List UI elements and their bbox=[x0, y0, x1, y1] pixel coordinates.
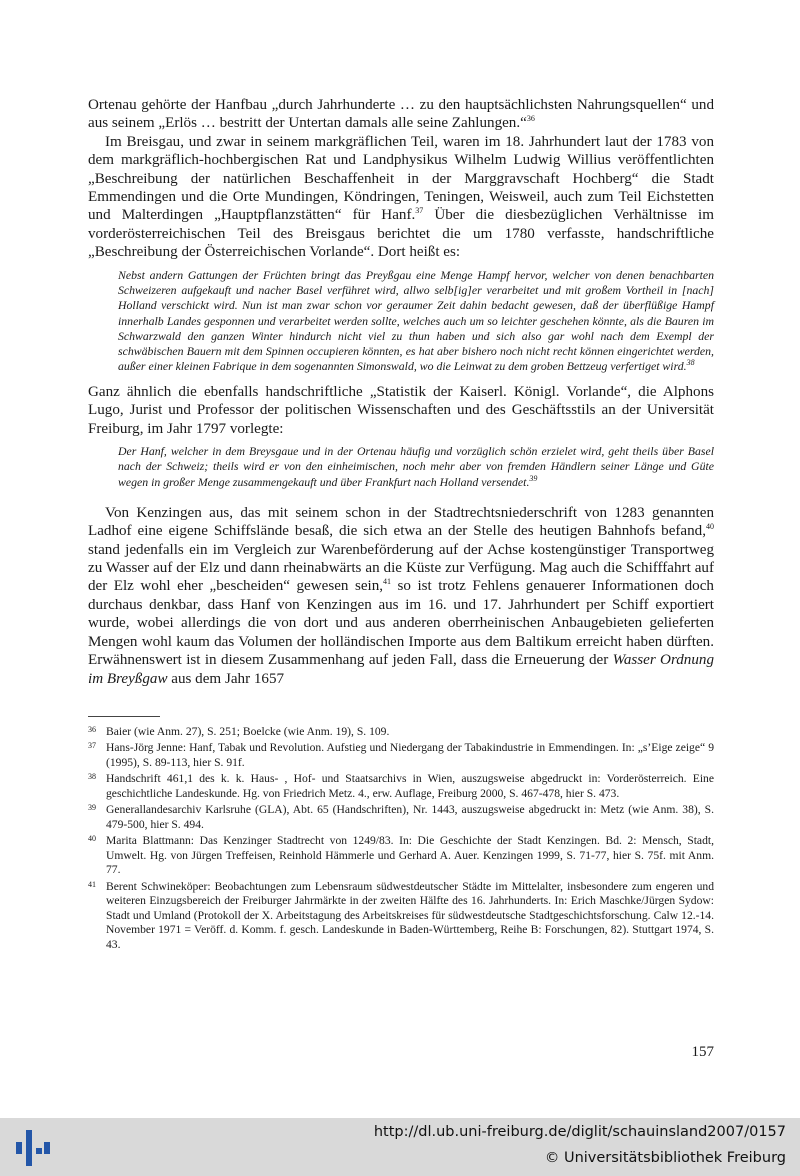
paragraph-4: Von Kenzingen aus, das mit seinem schon in der Stadtrechtsniederschrift von 1283 genannten Ladhof eine eigene Schiffslände besaß, die sich etwa an der Stelle des heutigen Bahnhofs befand,$^{40}$ stand jedenfalls ein im Vergleich zur Warenbeförderung auf der Achse kostengünstiger Transportweg zu Wasser auf der Elz und dann rheinabwärts an die Küste zur Verfügung. Mag auch die Schifffahrt auf der Elz wohl eher „bescheiden“ gewesen sein,$^{41}$ so ist trotz Fehlens genauerer Informationen doch durchaus denkbar, dass Hanf von Kenzingen aus im 16. und 17. Jahrhundert per Schiff exportiert wurde, wobei allerdings die von dort und aus anderen oberrheinischen Anbaugebieten gelieferten Mengen wohl kaum das Volumen der holländischen Importe aus dem Baltikum erreicht haben dürften. Erwähnenswert ist in diesem Zusammenhang auf jeden Fall, dass die Erneuerung der Wasser Ordnung im Breyßgaw aus dem Jahr 1657 bbox=[88, 504, 714, 687]
footnote-ref-41[interactable]: 41 bbox=[383, 577, 392, 587]
blockquote-2: Der Hanf, welcher in dem Breysgaue und in der Ortenau häufig und vorzüglich schön erzielet wird, geht theils über Basel nach der Schweiz; theils wird er von den einheimischen, noch mehr aber von fremden Händlern seiner Länge und Güte wegen in großer Menge zusammengekauft und über Frankfurt nach Holland versendet.$^{39}$ bbox=[118, 443, 714, 489]
footnote: 36 Baier (wie Anm. 27), S. 251; Boelcke (wie Anm. 19), S. 109. bbox=[88, 724, 390, 738]
footnote-ref-39[interactable]: 39 bbox=[529, 473, 538, 483]
footnote-ref-38[interactable]: 38 bbox=[686, 358, 695, 368]
ub-freiburg-logo-icon[interactable] bbox=[12, 1128, 52, 1168]
footnote: 37 Hans-Jörg Jenne: Hanf, Tabak und Revolution. Aufstieg und Niedergang der Tabakindustrie in Emmendingen. In: „s’Eige zeige“ 9 (1995), S. 89-113, hier S. 91f. bbox=[88, 741, 714, 769]
footnote: 39 Generallandesarchiv Karlsruhe (GLA), Abt. 65 (Handschriften), Nr. 1443, auszugsweise abgedruckt in: Metz (wie Anm. 38), S. 479-500, hier S. 494. bbox=[88, 803, 714, 831]
page-content bbox=[88, 96, 714, 954]
blockquote-1: Nebst andern Gattungen der Früchten bringt das Preyßgau eine Menge Hampf hervor, welcher von denen benachbarten Schweizeren aufgekauft und nacher Basel verführet wird, allwo selb[ig]er verarbeitet und mit großem Vortheil in [nach] Holland verschickt wird. Nun ist man zwar schon vor geraumer Zeit dahin bedacht gewesen, daß der überflüßige Hampf innerhalb Landes gesponnen und verarbeitet werden sollte, welches auch um so leichter geschehen könnte, als die Bauren im Schwarzwald den ganzen Winter hindurch nicht viel zu thun haben und sich also gar wohl nach dem Exempl der schwäbischen Bauern mit dem Spinnen occupieren könnten, es hat aber bishero noch nicht recht können eingerichtet werden, außer einer kleinen Fabrique in dem sogenannten Simonswald, wo die Leinwat zu dem groben Bettzeug verfertiget wird.$^{38}$ bbox=[118, 267, 714, 374]
paragraph-1: Ortenau gehörte der Hanfbau „durch Jahrhunderte … zu den hauptsächlichsten Nahrungsquellen“ und aus seinem „Erlös … bestritt der Untertan damals alle seine Zahlungen.“$^{36}$ bbox=[88, 97, 714, 132]
footnote-ref-36[interactable]: 36 bbox=[526, 114, 535, 124]
viewer-footer bbox=[0, 1118, 800, 1176]
paragraph-2: Im Breisgau, und zwar in seinem markgräflichen Teil, waren im 18. Jahrhundert laut der 1783 von dem markgräflich-hochbergischen Rat und Landphysikus Wilhelm Ludwig Willius veröffentlichten „Beschreibung der natürlichen Beschaffenheit in der Marggravschaft Hochberg“ die Stadt Emmendingen und die Orte Mundingen, Köndringen, Teningen, Weisweil, auch zum Teil Eichstetten und Malterdingen „Hauptpflanzstätten“ für Hanf.$^{37}$ Über die diesbezüglichen Verhältnisse im vorderösterreichischen Teil des Breisgaus berichtet die um 1780 verfasste, handschriftliche „Beschreibung der Österreichischen Vorlande“. Dort heißt es: bbox=[88, 133, 714, 261]
footnote: 41 Berent Schwineköper: Beobachtungen zum Lebensraum südwestdeutscher Städte im Mittelalter, insbesondere zum engeren und weiteren Einzugsbereich der Freiburger Jahrmärkte in der zweiten Hälfte des 16. Jahrhunderts. In: Erich Maschke/Jürgen Sydow: Stadt und Umland (Protokoll der X. Arbeitstagung des Arbeitskreises für südwestdeutsche Stadtgeschichtsforschung. Calw 12.-14. November 1971 = Veröff. d. Komm. f. gesch. Landeskunde in Baden-Württemberg, Reihe B: Forschungen, 82). Stuttgart 1974, S. 43. bbox=[88, 879, 714, 951]
copyright-text: © Universitätsbibliothek Freiburg bbox=[544, 1150, 786, 1166]
document-url-link[interactable]: http://dl.ub.uni-freiburg.de/diglit/schauinsland2007/0157 bbox=[373, 1124, 786, 1140]
footnote: 38 Handschrift 461,1 des k. k. Haus- , Hof- und Staatsarchivs in Wien, auszugsweise abgedruckt in: Vorderösterreich. Eine geschichtliche Landeskunde. Hg. von Friedrich Metz. 4., erw. Auflage, Freiburg 2000, S. 467-478, hier S. 473. bbox=[88, 772, 714, 800]
footnote-ref-40[interactable]: 40 bbox=[706, 522, 714, 532]
page-number: 157 bbox=[691, 1044, 714, 1060]
footnote-divider bbox=[88, 716, 160, 717]
footnote-ref-37[interactable]: 37 bbox=[415, 206, 424, 216]
footnotes bbox=[88, 725, 714, 953]
paragraph-3: Ganz ähnlich die ebenfalls handschriftliche „Statistik der Kaiserl. Königl. Vorlande“, die Alphons Lugo, Jurist und Professor der politischen Wissenschaften und des Geschäftsstils an der Universität Freiburg, im Jahr 1797 vorlegte: bbox=[88, 383, 714, 437]
footnote: 40 Marita Blattmann: Das Kenzinger Stadtrecht von 1249/83. In: Die Geschichte der Stadt Kenzingen. Bd. 2: Mensch, Stadt, Umwelt. Hg. von Jürgen Treffeisen, Reinhold Hämmerle und Gerhard A. Auer. Kenzingen 1999, S. 71-77, hier S. 75f. mit Anm. 77. bbox=[88, 834, 714, 877]
